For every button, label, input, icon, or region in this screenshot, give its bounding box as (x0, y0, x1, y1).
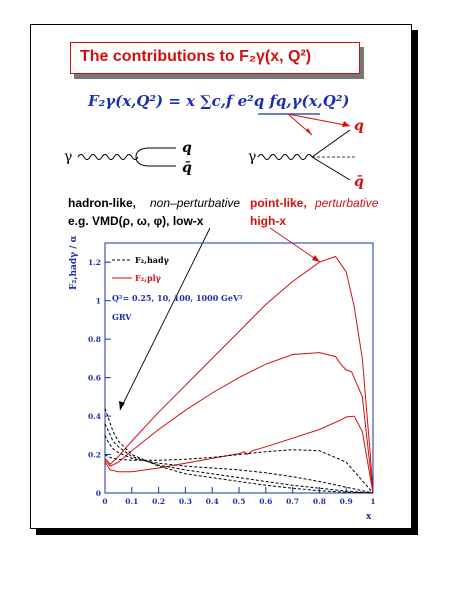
gamma-left: γ (64, 149, 73, 165)
legend-hadron-label: F₂,hadγ (135, 255, 169, 265)
y-tick-label-1: 0.2 (87, 450, 101, 460)
x-tick-label-3: 0.3 (178, 497, 192, 506)
series-hadron-5 (105, 424, 373, 493)
series-pointlike-1 (105, 353, 373, 493)
x-axis-label: x (366, 512, 372, 522)
antiquark-left: q̄ (182, 160, 192, 176)
x-tick-label-6: 0.6 (259, 497, 273, 506)
y-tick-label-2: 0.4 (87, 412, 101, 422)
perturbative-label: perturbative (315, 196, 379, 210)
x-tick-label-5: 0.5 (232, 497, 246, 506)
x-tick-label-10: 1 (370, 497, 376, 506)
point-like-label: point-like, (250, 196, 307, 210)
structure-function-formula: F₂γ(x,Q²) = x ∑c,f e²q fq,γ(x,Q²) (88, 92, 350, 110)
legend-model: GRV (112, 312, 132, 322)
high-x-label: high-x (250, 214, 286, 228)
non-perturbative-label: non–perturbative (150, 196, 241, 210)
slide-title: The contributions to F₂γ(x, Q²) (80, 48, 312, 65)
y-tick-label-5: 1 (95, 296, 101, 306)
gamma-right: γ (248, 149, 257, 165)
x-tick-label-4: 0.4 (205, 497, 219, 506)
x-tick-label-2: 0.2 (152, 497, 166, 506)
quark-right: q (354, 118, 364, 134)
legend-pointlike-label: F₂,plγ (135, 273, 161, 283)
series-hadron-3 (105, 450, 373, 493)
hadron-like-label: hadron-like, (68, 196, 137, 210)
y-tick-label-6: 1.2 (87, 258, 101, 268)
y-tick-label-4: 0.8 (87, 335, 101, 345)
legend-q2-text: Q²= 0.25, 10, 100, 1000 GeV² (112, 293, 243, 303)
series-hadron-6 (105, 408, 373, 493)
y-tick-label-3: 0.6 (87, 373, 101, 383)
x-tick-label-8: 0.8 (312, 497, 326, 506)
antiquark-right: q̄ (354, 174, 364, 190)
vmd-label: e.g. VMD(ρ, ω, φ), low-x (68, 214, 204, 228)
series-hadron-4 (105, 435, 373, 493)
x-tick-label-0: 0 (102, 497, 108, 506)
x-tick-label-9: 0.9 (339, 497, 353, 506)
x-tick-label-1: 0.1 (125, 497, 139, 506)
y-tick-label-0: 0 (95, 489, 101, 498)
x-tick-label-7: 0.7 (286, 497, 300, 506)
y-axis-label: F₂,hadγ / α (69, 235, 79, 290)
series-pointlike-2 (105, 257, 373, 494)
quark-left: q (182, 140, 192, 156)
